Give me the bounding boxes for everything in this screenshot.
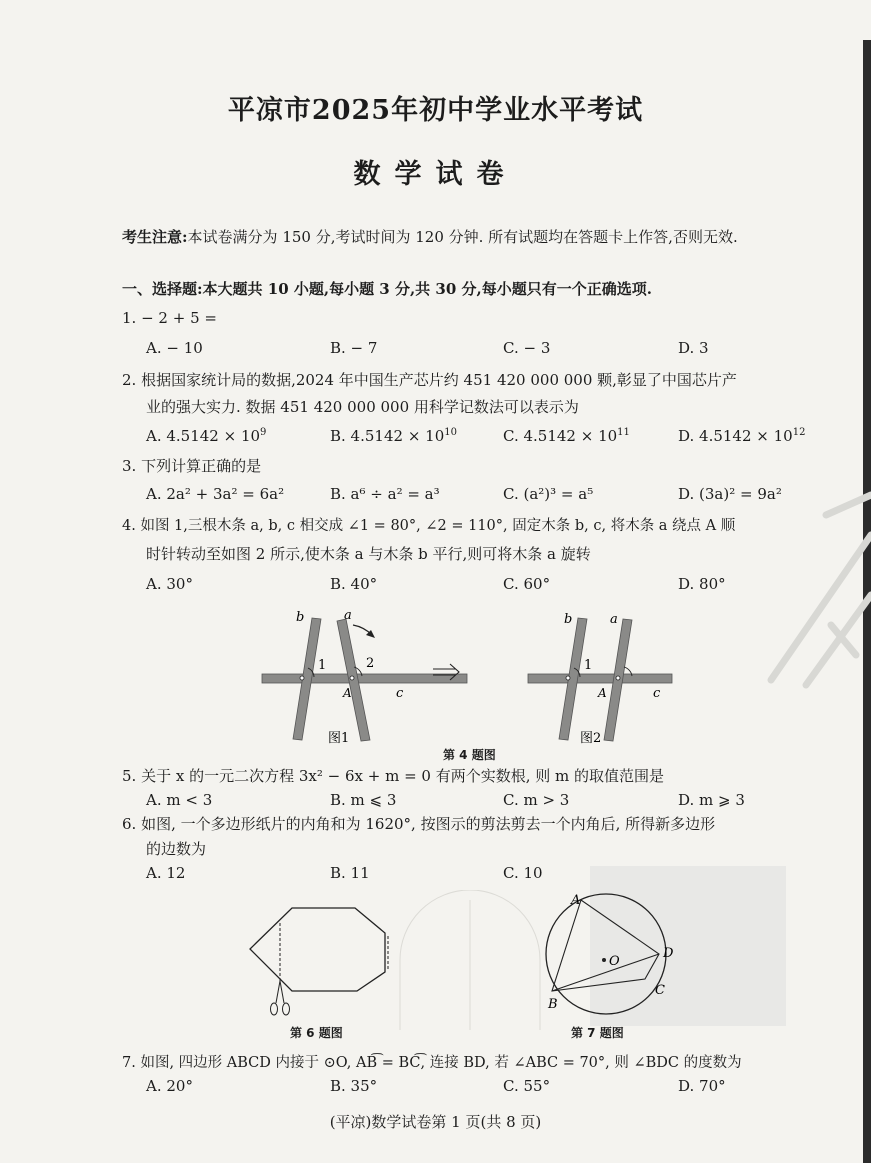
q5-option-a: A. m < 3 — [146, 791, 213, 809]
q4-fig1-angle-2: 2 — [366, 656, 375, 671]
q4-fig1-caption: 图1 — [328, 731, 350, 746]
q2-option-a: A. $4.5142 \times 10^9$ — [146, 427, 267, 445]
q5-stem: 5. 关于 x 的一元二次方程 3x² − 6x + m = 0 有两个实数根, 则 m 的取值范围是 — [122, 767, 665, 785]
q4-stem-line1: 4. 如图 1,三根木条 a, b, c 相交成 ∠1 = 80°, ∠2 = 110°, 固定木条 b, c, 将木条 a 绕点 A 顺 — [122, 518, 736, 534]
q6-option-b: B. 11 — [330, 864, 370, 882]
q7-quadrilateral — [552, 900, 659, 991]
q4-fig2-caption: 图2 — [580, 731, 602, 746]
q4-fig1-sticks — [262, 618, 467, 741]
q3-option-c: C. (a²)³ = a⁵ — [503, 485, 594, 503]
q3-option-a: A. 2a² + 3a² = 6a² — [146, 485, 285, 503]
notice-text: 本试卷满分为 150 分,考试时间为 120 分钟. 所有试题均在答题卡上作答,否则无效. — [187, 228, 738, 246]
q5-option-c: C. m > 3 — [503, 791, 570, 809]
q7-point-o: O — [609, 954, 620, 969]
q4-fig2-point-a: A — [598, 686, 607, 700]
q4-fig1-angle-1: 1 — [318, 658, 327, 673]
q4-figure — [250, 605, 690, 765]
q7-point-d: D — [663, 946, 674, 961]
q4-fig2-label-c: c — [653, 686, 661, 701]
notice — [122, 226, 738, 248]
q7-option-d: D. 70° — [678, 1077, 726, 1095]
q4-option-a: A. 30° — [146, 575, 193, 593]
q4-figure-caption: 第 4 题图 — [443, 748, 496, 762]
q6-stem-line2: 的边数为 — [146, 840, 207, 858]
q4-fig1-label-c: c — [396, 686, 404, 701]
q3-stem: 3. 下列计算正确的是 — [122, 457, 262, 475]
q1-option-b: B. − 7 — [330, 339, 378, 357]
q6-stem-line1: 6. 如图, 一个多边形纸片的内角和为 1620°, 按图示的剪法剪去一个内角后, 所得新多边形 — [122, 815, 716, 833]
q4-fig2-sticks — [528, 618, 672, 741]
q7-point-a: A — [571, 893, 581, 908]
q6-figure-caption: 第 6 题图 — [290, 1026, 343, 1040]
q7-point-c: C — [655, 983, 665, 998]
q4-option-b: B. 40° — [330, 575, 378, 593]
q7-option-c: C. 55° — [503, 1077, 551, 1095]
q7-point-b: B — [548, 997, 558, 1012]
q6-option-a: A. 12 — [146, 864, 186, 882]
q6-option-c: C. 10 — [503, 864, 543, 882]
q4-fig1-label-a: a — [344, 608, 352, 623]
q4-fig2-label-a: a — [610, 612, 618, 627]
q1-option-d: D. 3 — [678, 339, 709, 357]
q1-option-a: A. − 10 — [146, 339, 203, 357]
q6-polygon — [250, 908, 385, 991]
q4-fig1-point-a: A — [343, 686, 352, 700]
q1-option-c: C. − 3 — [503, 339, 551, 357]
q4-fig2-angle-1: 1 — [584, 658, 593, 673]
q7-option-b: B. 35° — [330, 1077, 378, 1095]
section-1-heading: 一、选择题:本大题共 10 小题,每小题 3 分,共 30 分,每小题只有一个正确选项. — [122, 280, 652, 298]
q4-stem-line2: 时针转动至如图 2 所示,使木条 a 与木条 b 平行,则可将木条 a 旋转 — [146, 545, 591, 563]
q5-option-b: B. m ⩽ 3 — [330, 791, 397, 809]
q4-fig2-label-b: b — [564, 612, 573, 627]
q2-option-c: C. $4.5142 \times 10^{11}$ — [503, 427, 630, 445]
exam-title: 平凉市2025年初中学业水平考试 — [227, 95, 644, 126]
q7-figure — [530, 890, 690, 1025]
q2-stem-line1: 2. 根据国家统计局的数据,2024 年中国生产芯片约 451 420 000 000 颗,彰显了中国芯片产 — [122, 371, 737, 389]
q7-option-a: A. 20° — [146, 1077, 193, 1095]
q6-figure — [240, 895, 415, 1025]
q4-option-c: C. 60° — [503, 575, 551, 593]
q2-option-d: D. $4.5142 \times 10^{12}$ — [678, 427, 806, 445]
q7-center-dot — [602, 958, 606, 962]
q7-stem: 7. 如图, 四边形 ABCD 内接于 ⊙O, AB͡ = BC͡, 连接 BD, 若 ∠ABC = 70°, 则 ∠BDC 的度数为 — [122, 1055, 742, 1071]
q3-option-b: B. a⁶ ÷ a² = a³ — [330, 485, 440, 503]
q7-figure-caption: 第 7 题图 — [571, 1026, 624, 1040]
q5-option-d: D. m ⩾ 3 — [678, 791, 745, 809]
page-footer: (平凉)数学试卷第 1 页(共 8 页) — [329, 1113, 542, 1131]
q1-stem: 1. − 2 + 5 = — [122, 309, 217, 327]
notice-label: 考生注意: — [122, 228, 188, 246]
q3-option-d: D. (3a)² = 9a² — [678, 485, 782, 503]
q4-fig1-label-b: b — [296, 610, 305, 625]
q4-option-d: D. 80° — [678, 575, 726, 593]
q2-stem-line2: 业的强大实力. 数据 451 420 000 000 用科学记数法可以表示为 — [146, 398, 579, 416]
q2-option-b: B. $4.5142 \times 10^{10}$ — [330, 427, 457, 445]
exam-subtitle: 数学试卷 — [353, 159, 518, 190]
